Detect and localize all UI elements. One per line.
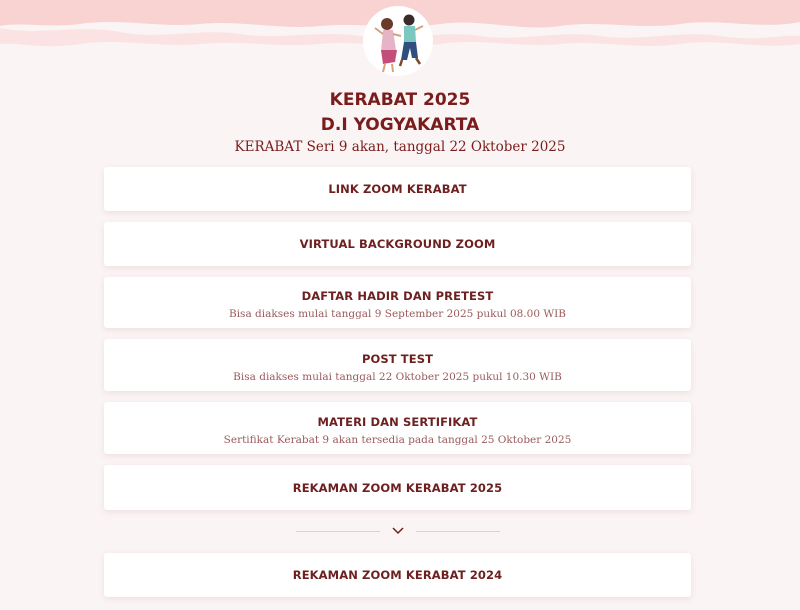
link-card-title: POST TEST	[361, 352, 434, 366]
link-card-title: DAFTAR HADIR DAN PRETEST	[301, 289, 494, 303]
profile-avatar	[363, 6, 433, 76]
link-card-virtual-background[interactable]	[104, 222, 691, 266]
link-card-subtitle: Sertifikat Kerabat 9 akan tersedia pada tanggal 25 Oktober 2025	[223, 434, 572, 446]
page-title: KERABAT 2025	[329, 90, 471, 110]
link-card-post-test[interactable]	[104, 339, 691, 391]
link-card-title: LINK ZOOM KERABAT	[328, 182, 467, 196]
link-card-zoom[interactable]	[104, 167, 691, 211]
link-card-title: REKAMAN ZOOM KERABAT 2025	[292, 481, 503, 495]
link-card-materials-certificate[interactable]	[104, 402, 691, 454]
link-card-subtitle: Bisa diakses mulai tanggal 9 September 2025 pukul 08.00 WIB	[228, 308, 566, 320]
link-card-recording-2025[interactable]	[104, 465, 691, 510]
dancing-couple-illustration	[363, 6, 433, 76]
divider-line-left	[296, 531, 380, 532]
link-card-subtitle: Bisa diakses mulai tanggal 22 Oktober 2025 pukul 10.30 WIB	[233, 371, 562, 383]
link-card-title: REKAMAN ZOOM KERABAT 2024	[292, 568, 503, 582]
link-card-attendance-pretest[interactable]	[104, 277, 691, 328]
page-description: KERABAT Seri 9 akan, tanggal 22 Oktober 2025	[234, 139, 566, 155]
link-card-title: VIRTUAL BACKGROUND ZOOM	[299, 237, 496, 251]
link-card-recording-2024[interactable]	[104, 553, 691, 597]
chevron-down-icon[interactable]	[390, 524, 406, 538]
divider-line-right	[416, 531, 500, 532]
link-card-title: MATERI DAN SERTIFIKAT	[317, 415, 478, 429]
page-subtitle-region: D.I YOGYAKARTA	[320, 115, 480, 135]
section-divider	[0, 524, 800, 538]
